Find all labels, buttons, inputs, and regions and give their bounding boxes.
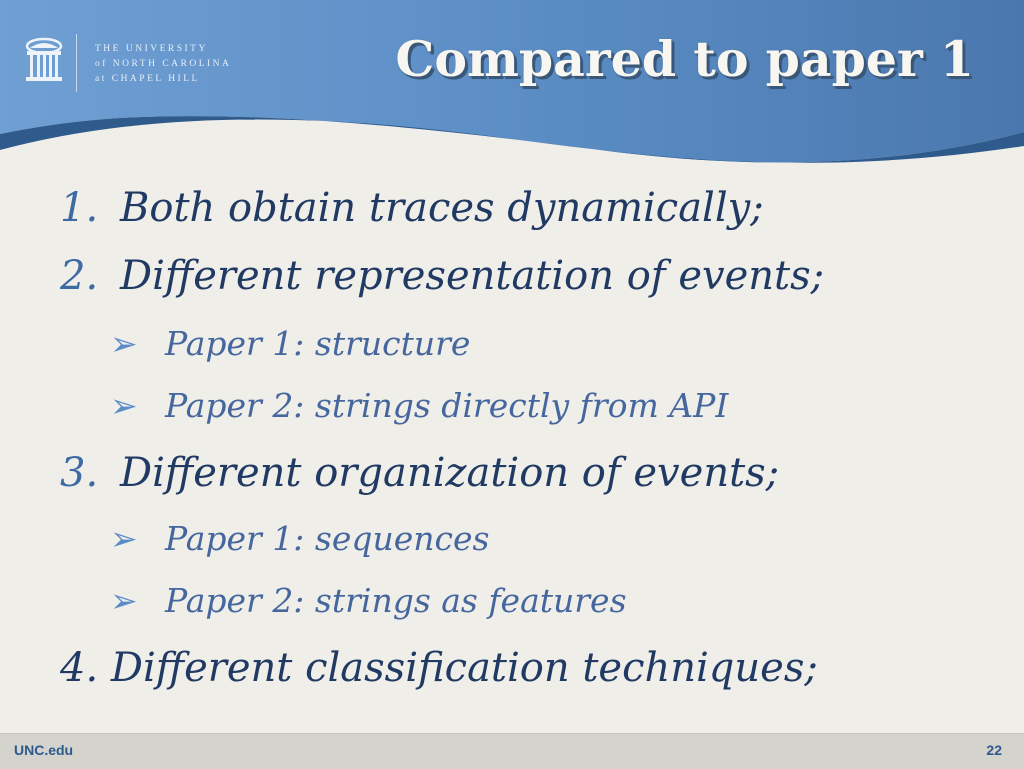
sub-item-3a (110, 519, 490, 558)
sub-text: Paper 1: structure (165, 324, 471, 363)
sub-item-3b (110, 581, 627, 620)
sub-text: Paper 2: strings directly from API (165, 386, 729, 425)
footer-bar (0, 733, 1024, 769)
list-item-1 (60, 185, 764, 231)
sub-item-2b (110, 386, 728, 425)
footer-site-link[interactable]: UNC.edu (14, 742, 74, 758)
logo-line-3: at CHAPEL HILL (95, 74, 200, 84)
logo-line-2: of NORTH CAROLINA (95, 59, 232, 69)
arrow-bullet-icon: ➢ (110, 581, 138, 620)
list-text: Different organization of events; (120, 450, 780, 496)
list-item-4: 4. Different classification techniques; (60, 645, 818, 691)
sub-text: Paper 1: sequences (165, 519, 490, 558)
list-number: 2. (60, 253, 99, 299)
arrow-bullet-icon: ➢ (110, 386, 138, 425)
list-number: 3. (60, 450, 99, 496)
slide-number: 22 (986, 742, 1002, 758)
slide-title: Compared to paper 1 (395, 30, 974, 88)
arrow-bullet-icon: ➢ (110, 324, 138, 363)
list-text: Both obtain traces dynamically; (120, 185, 764, 231)
logo-line-1: THE UNIVERSITY (95, 44, 208, 54)
logo-divider (76, 34, 77, 92)
sub-text: Paper 2: strings as features (165, 581, 627, 620)
list-item-2 (60, 253, 824, 299)
sub-item-2a (110, 324, 470, 363)
list-text: Different representation of events; (120, 253, 825, 299)
old-well-icon (22, 36, 66, 88)
list-item-3 (60, 450, 779, 496)
list-number: 1. (60, 185, 99, 231)
university-wordmark (95, 42, 231, 87)
arrow-bullet-icon: ➢ (110, 519, 138, 558)
